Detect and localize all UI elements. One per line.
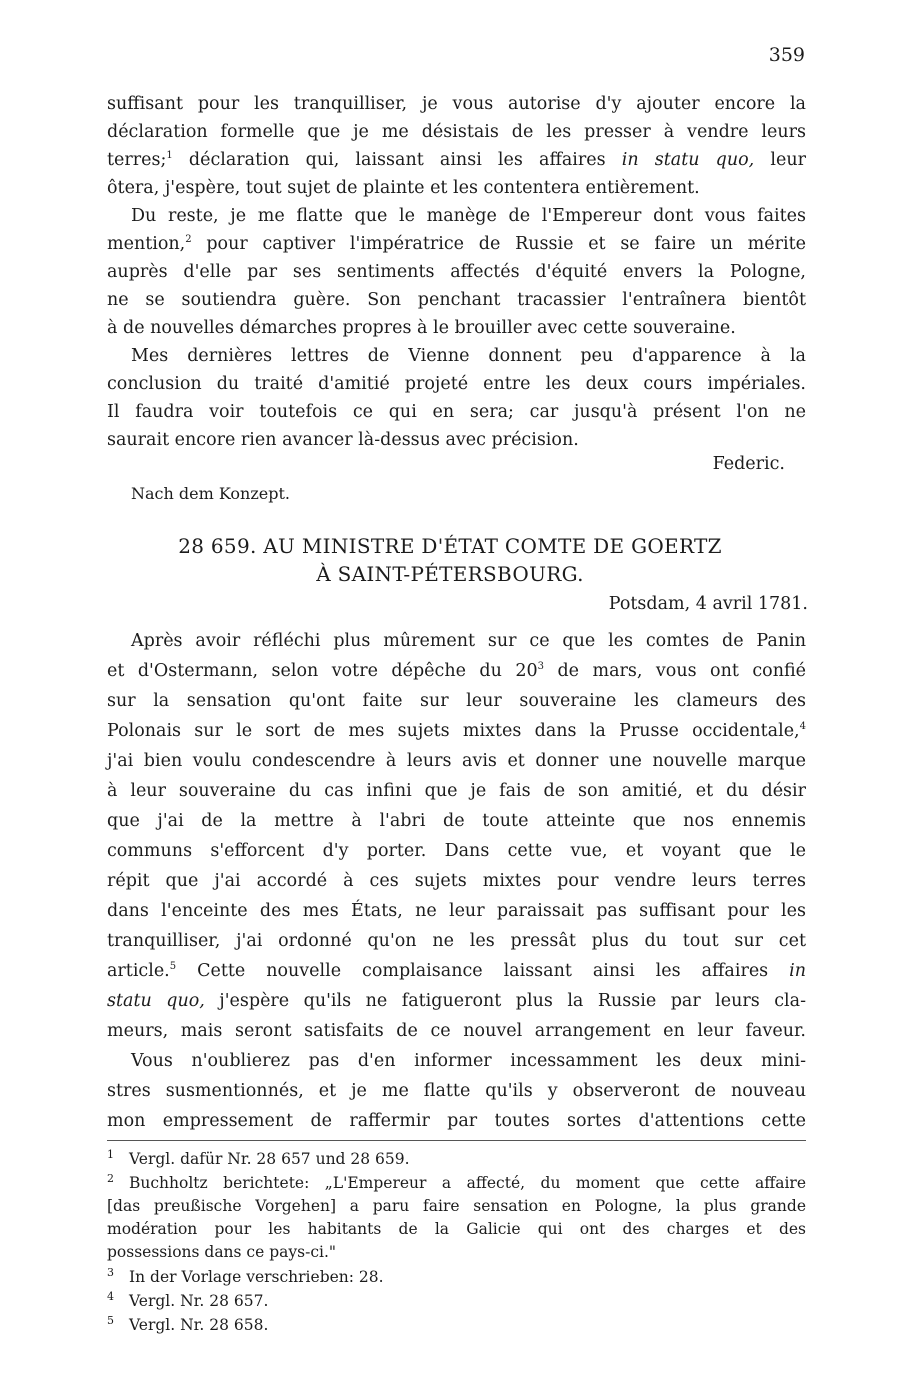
footnote-text: Vergl. Nr. 28 658. bbox=[129, 1316, 269, 1334]
footnote-ref: 2 bbox=[185, 234, 192, 246]
text-line: ne se soutiendra guère. Son penchant tracassier l'entraînera bientôt bbox=[107, 290, 806, 310]
footnote-text: Vergl. dafür Nr. 28 657 und 28 659. bbox=[129, 1150, 410, 1168]
text-line: conclusion du traité d'amitié projeté entre les deux cours impériales. bbox=[107, 374, 806, 394]
footnote-text: In der Vorlage verschrieben: 28. bbox=[129, 1268, 384, 1286]
text-line: déclaration formelle que je me désistais de les presser à vendre leurs bbox=[107, 122, 806, 142]
text-line: Il faudra voir toutefois ce qui en sera; car jusqu'à présent l'on ne bbox=[107, 402, 806, 422]
text-line: auprès d'elle par ses sentiments affectés d'équité envers la Pologne, bbox=[107, 262, 806, 282]
text-line bbox=[107, 148, 806, 172]
text-line bbox=[107, 232, 806, 256]
text-line: ôtera, j'espère, tout sujet de plainte et les contentera entièrement. bbox=[107, 178, 700, 198]
text-line: Après avoir réfléchi plus mûrement sur ce que les comtes de Panin bbox=[131, 631, 806, 651]
text-fragment: mention, bbox=[107, 234, 186, 254]
italic-phrase: statu quo, bbox=[107, 991, 205, 1011]
text-line: j'ai bien voulu condescendre à leurs avis et donner une nouvelle marque bbox=[107, 751, 806, 771]
footnote-continuation: possessions dans ce pays-ci." bbox=[107, 1243, 337, 1261]
text-line: à de nouvelles démarches propres à le brouiller avec cette souveraine. bbox=[107, 318, 736, 338]
footnote: 2 Buchholtz berichtete: „L'Empereur a affecté, du moment que cette affaire bbox=[107, 1171, 806, 1192]
italic-phrase: in bbox=[789, 961, 806, 981]
text-fragment: pour captiver l'impératrice de Russie et se faire un mérite bbox=[191, 234, 806, 254]
text-line: que j'ai de la mettre à l'abri de toute atteinte que nos ennemis bbox=[107, 811, 806, 831]
signature: Federic. bbox=[712, 454, 785, 474]
text-line: Vous n'oublierez pas d'en informer incessamment les deux mini- bbox=[131, 1051, 806, 1071]
text-line: communs s'efforcent d'y porter. Dans cette vue, et voyant que le bbox=[107, 841, 806, 861]
footnote-ref: 5 bbox=[169, 961, 177, 973]
text-line: stres susmentionnés, et je me flatte qu'ils y observeront de nouveau bbox=[107, 1081, 806, 1101]
text-line: sur la sensation qu'ont faite sur leur souveraine les clameurs des bbox=[107, 691, 806, 711]
text-fragment: Cette nouvelle complaisance laissant ainsi les affaires bbox=[176, 961, 790, 981]
text-line bbox=[107, 716, 806, 746]
text-line: mon empressement de raffermir par toutes sortes d'attentions cette bbox=[107, 1111, 806, 1131]
letter-title-line: 28 659. AU MINISTRE D'ÉTAT COMTE DE GOERTZ bbox=[178, 534, 722, 558]
footnote-ref: 1 bbox=[166, 150, 173, 162]
footnote-ref: 3 bbox=[537, 661, 545, 673]
footnote-text: Vergl. Nr. 28 657. bbox=[129, 1292, 269, 1310]
text-fragment: et d'Ostermann, selon votre dépêche du 20 bbox=[107, 661, 538, 681]
text-line: répit que j'ai accordé à ces sujets mixtes pour vendre leurs terres bbox=[107, 871, 806, 891]
text-line: saurait encore rien avancer là-dessus avec précision. bbox=[107, 430, 579, 450]
text-fragment: terres; bbox=[107, 150, 167, 170]
footnote: 3 In der Vorlage verschrieben: 28. bbox=[107, 1265, 384, 1286]
text-fragment: j'espère qu'ils ne fatigueront plus la Russie par leurs cla- bbox=[204, 991, 806, 1011]
text-line bbox=[107, 956, 806, 986]
letter-title-line: À SAINT-PÉTERSBOURG. bbox=[316, 562, 584, 586]
footnote-divider bbox=[107, 1140, 806, 1141]
page-number: 359 bbox=[768, 44, 805, 66]
footnote: 1 Vergl. dafür Nr. 28 657 und 28 659. bbox=[107, 1147, 410, 1168]
text-line: à leur souveraine du cas infini que je fais de son amitié, et du désir bbox=[107, 781, 806, 801]
text-line bbox=[107, 986, 806, 1016]
footnote-ref: 4 bbox=[799, 721, 806, 733]
text-fragment: déclaration qui, laissant ainsi les affaires bbox=[172, 150, 622, 170]
text-line: Du reste, je me flatte que le manège de l'Empereur dont vous faites bbox=[131, 206, 806, 226]
footnote-continuation: modération pour les habitants de la Galicie qui ont des charges et des bbox=[107, 1220, 806, 1238]
text-fragment: leur bbox=[754, 150, 806, 170]
text-line: Mes dernières lettres de Vienne donnent peu d'apparence à la bbox=[131, 346, 806, 366]
text-line: tranquilliser, j'ai ordonné qu'on ne les pressât plus du tout sur cet bbox=[107, 931, 806, 951]
footnote: 5 Vergl. Nr. 28 658. bbox=[107, 1313, 269, 1334]
footnote-continuation: [das preußische Vorgehen] a paru faire sensation en Pologne, la plus grande bbox=[107, 1197, 806, 1215]
italic-phrase: in statu quo, bbox=[621, 150, 755, 170]
text-line: meurs, mais seront satisfaits de ce nouvel arrangement en leur faveur. bbox=[107, 1021, 806, 1041]
text-line: dans l'enceinte des mes États, ne leur paraissait pas suffisant pour les bbox=[107, 901, 806, 921]
source-note: Nach dem Konzept. bbox=[131, 484, 290, 503]
text-line: suffisant pour les tranquilliser, je vous autorise d'y ajouter encore la bbox=[107, 94, 806, 114]
text-line bbox=[107, 656, 806, 686]
text-fragment: Polonais sur le sort de mes sujets mixtes dans la Prusse occidentale, bbox=[107, 721, 800, 741]
text-fragment: article. bbox=[107, 961, 170, 981]
footnote: 4 Vergl. Nr. 28 657. bbox=[107, 1289, 269, 1310]
dateline: Potsdam, 4 avril 1781. bbox=[608, 594, 808, 614]
footnote-text: Buchholtz berichtete: „L'Empereur a affecté, du moment que cette affaire bbox=[129, 1174, 806, 1192]
text-fragment: de mars, vous ont confié bbox=[544, 661, 806, 681]
